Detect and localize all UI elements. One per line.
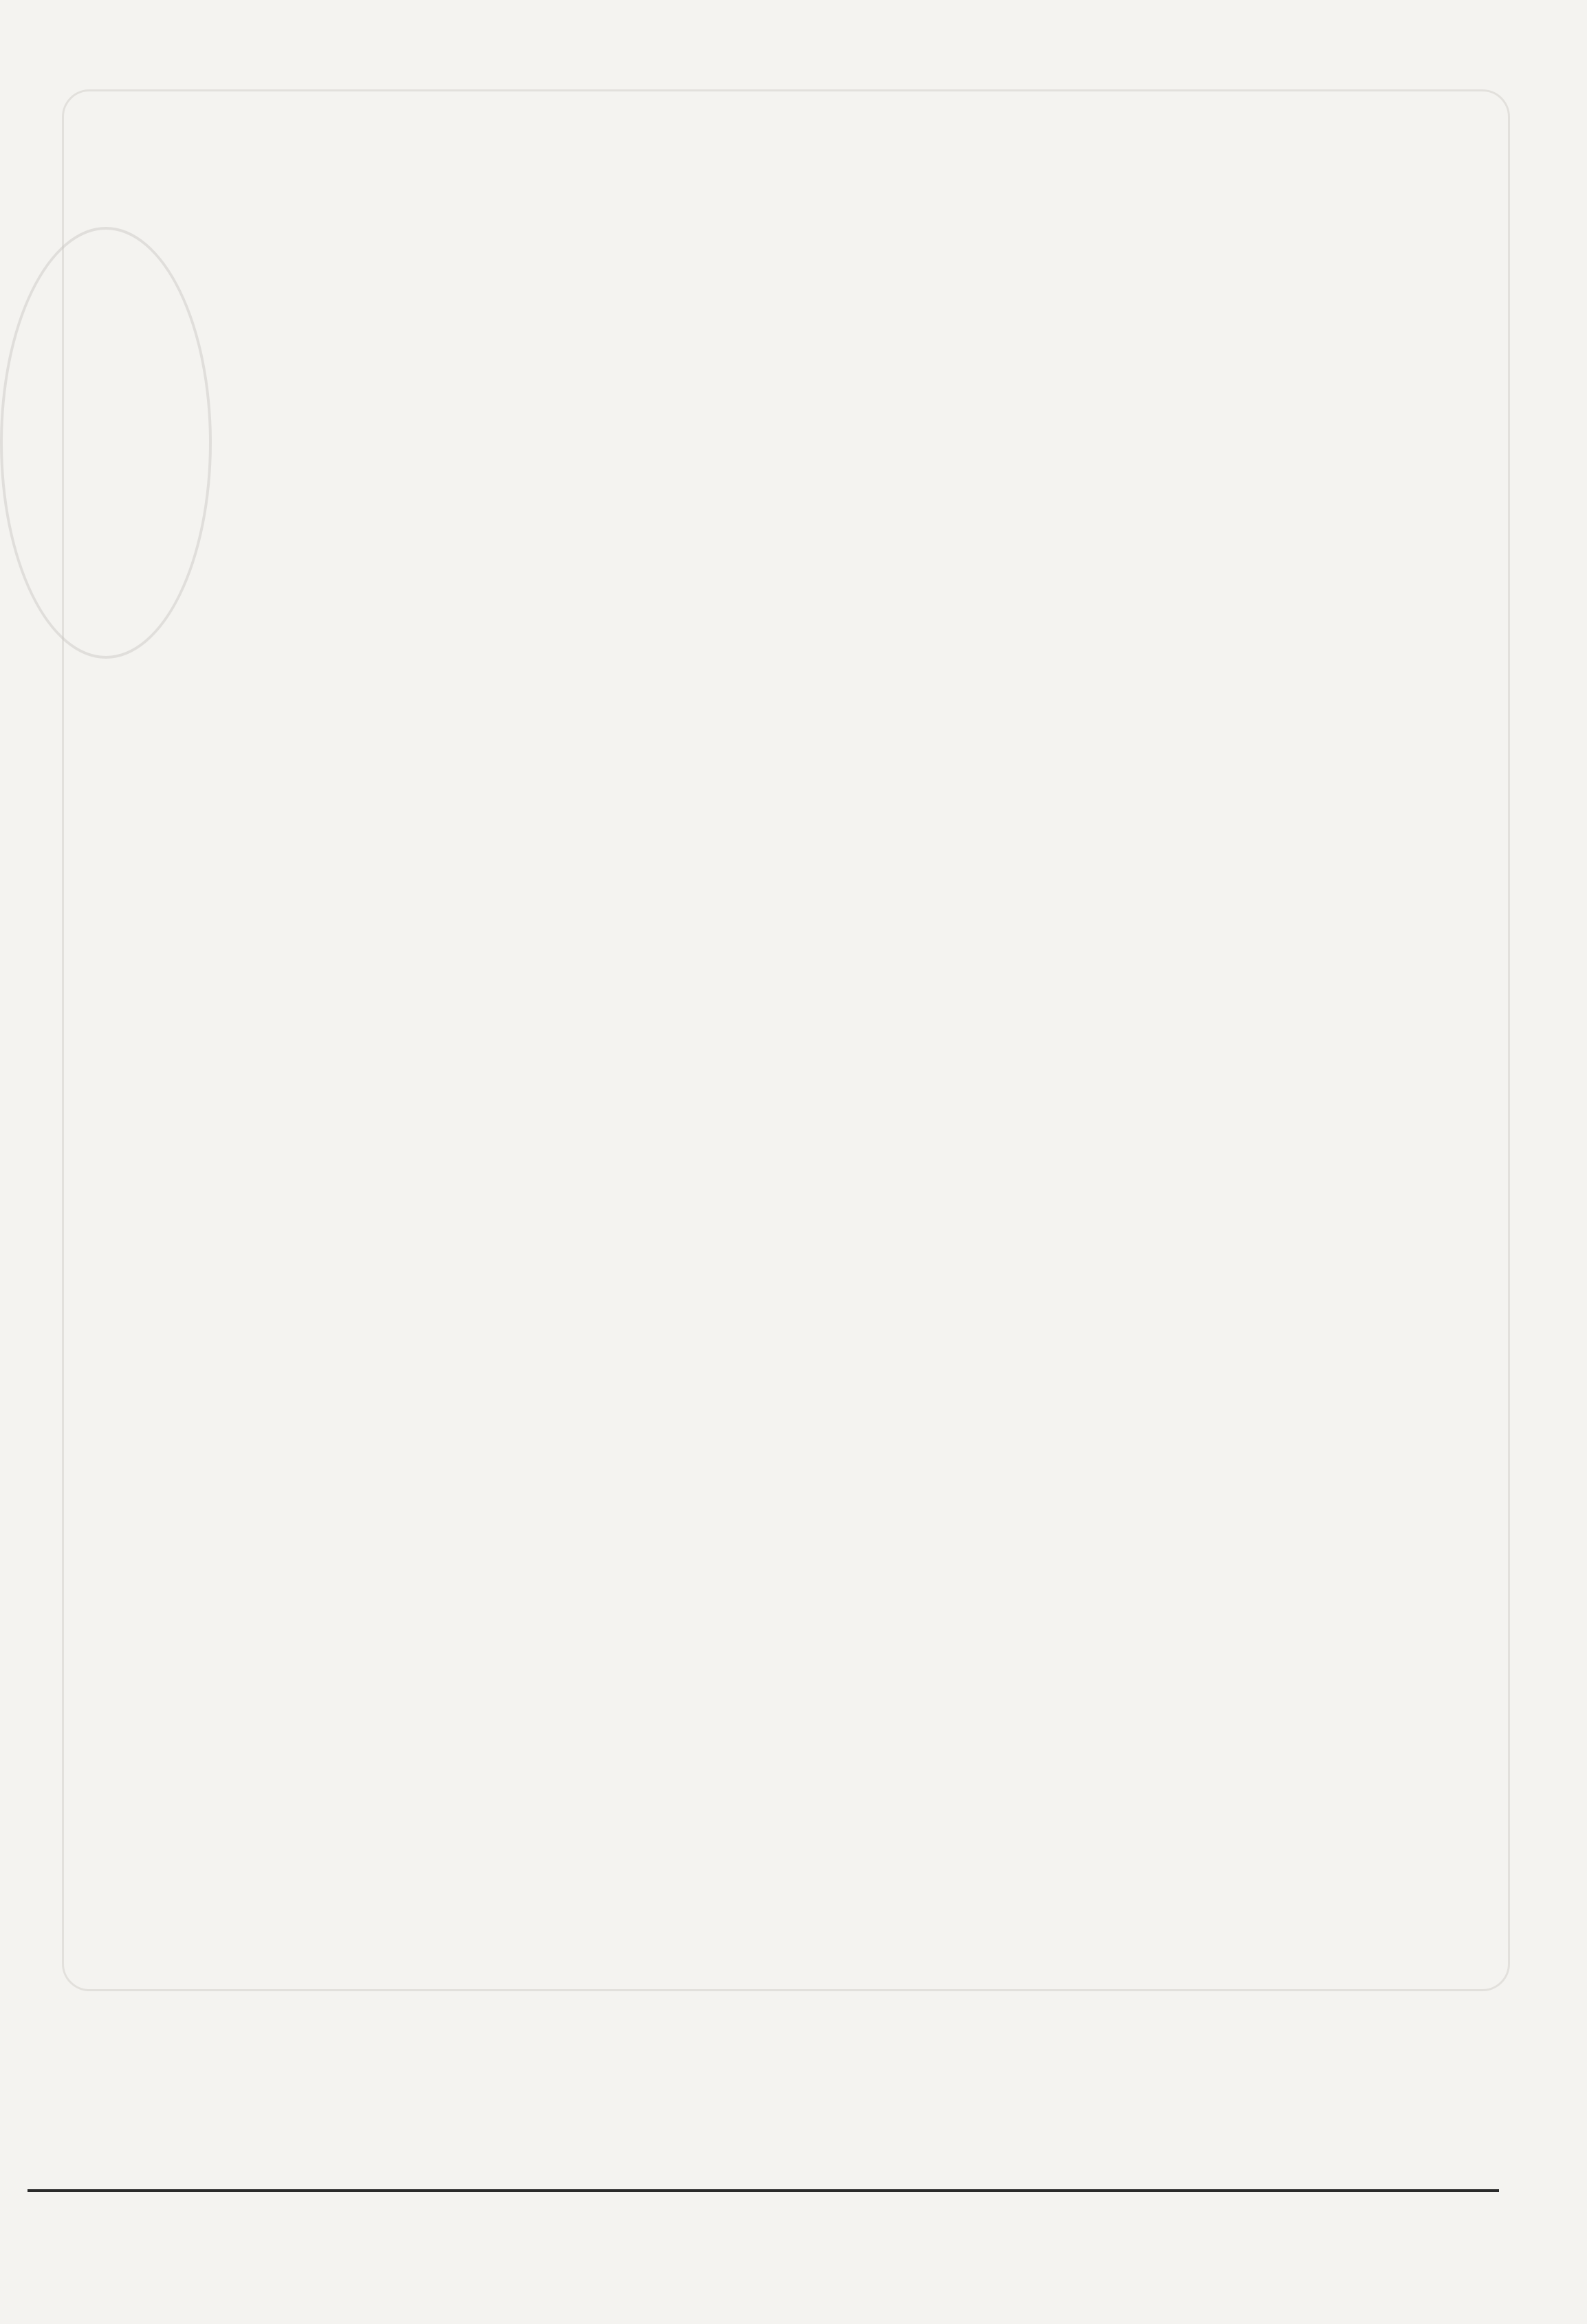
footer-rule [28,2189,1499,2192]
stamp-mark [0,227,212,659]
page-frame [62,89,1510,1991]
page-footer [28,2211,1499,2259]
handwritten-annotations [0,14,1587,110]
